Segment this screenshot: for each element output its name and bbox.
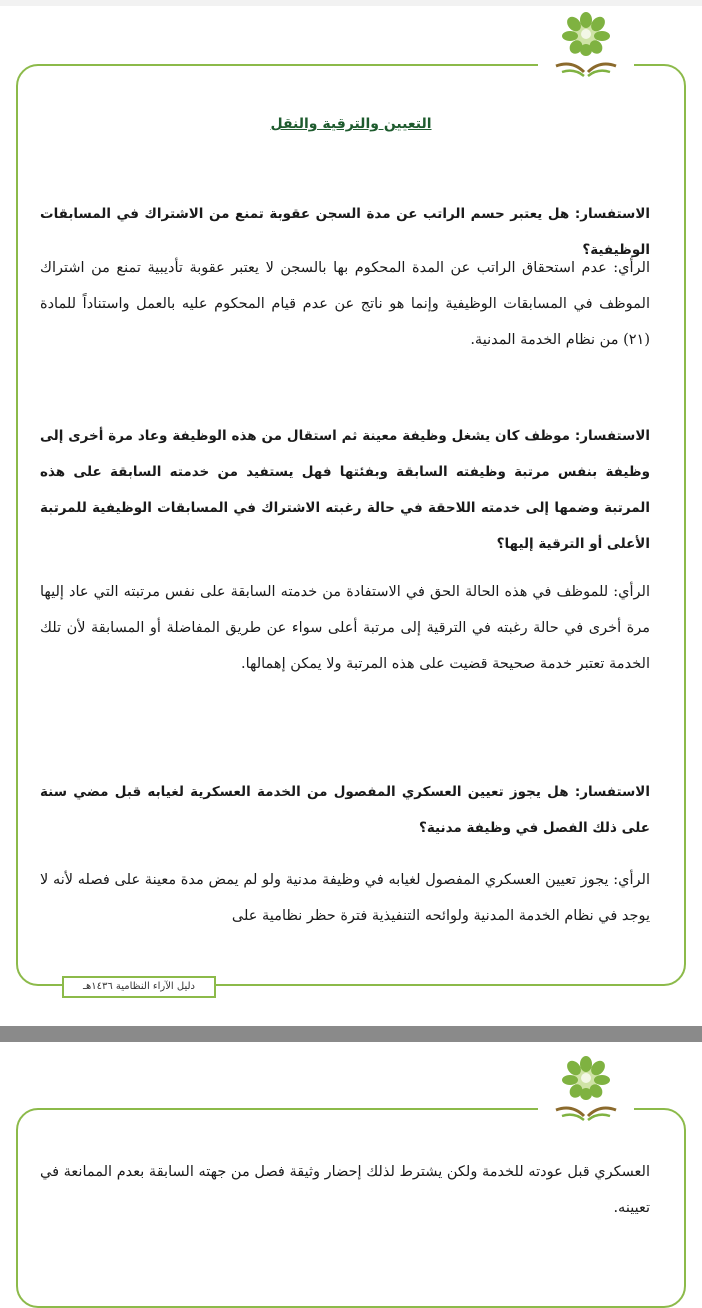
section-title: التعيين والترقية والنقل bbox=[270, 116, 432, 132]
question-block bbox=[40, 774, 650, 846]
emblem-logo-icon bbox=[538, 1054, 634, 1136]
question-label: الاستفسار: bbox=[574, 784, 650, 800]
answer-text: يجوز تعيين العسكري المفصول لغيابه في وظيفة مدنية ولو لم يمض مدة معينة على فصله لأنه لا يوجد في نظام الخدمة المدنية ولوائحه التنفيذية فترة حظر نظامية على bbox=[40, 872, 650, 924]
question-label: الاستفسار: bbox=[574, 428, 651, 444]
answer-text: للموظف في هذه الحالة الحق في الاستفادة من خدمته السابقة على نفس مرتبته التي عاد إليها مرة أخرى في حالة رغبته في الترقية إلى مرتبة أعلى سواء عن طريق المفاضلة أو المسابقة لأن تلك الخدمة تعتبر خدمة صحيحة قضيت على هذه المرتبة ولا يمكن إهمالها. bbox=[40, 584, 650, 672]
question-text: هل يجوز تعيين العسكري المفصول من الخدمة العسكرية لغيابه قبل مضي سنة على ذلك الفصل في وظيفة مدنية؟ bbox=[40, 784, 650, 836]
answer-label: الرأي: bbox=[613, 872, 651, 888]
question-text: موظف كان يشغل وظيفة معينة ثم استقال من هذه الوظيفة وعاد مرة أخرى إلى وظيفة بنفس مرتبة وظيفته السابقة وبفئتها فهل يستفيد من خدمته السابقة على هذه المرتبة وضمها إلى خدمته اللاحقة في حالة رغبته الاشتراك في المسابقات الوظيفية للمرتبة الأعلى أو الترقية إليها؟ bbox=[40, 428, 650, 552]
question-text: هل يعتبر حسم الراتب عن مدة السجن عقوبة تمنع من الاشتراك في المسابقات الوظيفية؟ bbox=[40, 206, 650, 258]
answer-continuation bbox=[40, 1154, 650, 1226]
footer-label: دليل الآراء النظامية ١٤٣٦هـ bbox=[62, 976, 216, 998]
top-edge bbox=[0, 0, 702, 6]
answer-label: الرأي: bbox=[613, 260, 651, 276]
answer-label: الرأي: bbox=[613, 584, 650, 600]
answer-text: عدم استحقاق الراتب عن المدة المحكوم بها بالسجن لا يعتبر عقوبة تأديبية تمنع من اشتراك الموظف في المسابقات الوظيفية وإنما هو ناتج عن عدم قيام المحكوم عليه بالعمل واستناداً للمادة (٢١) من نظام الخدمة المدنية. bbox=[40, 260, 650, 348]
answer-block bbox=[40, 862, 650, 934]
continuation-text: العسكري قبل عودته للخدمة ولكن يشترط لذلك إحضار وثيقة فصل من جهته السابقة بعدم الممانعة في تعيينه. bbox=[40, 1164, 650, 1216]
question-block bbox=[40, 418, 650, 562]
answer-block bbox=[40, 250, 650, 358]
emblem-logo-icon bbox=[538, 10, 634, 92]
question-label: الاستفسار: bbox=[574, 206, 651, 222]
answer-block bbox=[40, 574, 650, 682]
page-separator bbox=[0, 1026, 702, 1042]
